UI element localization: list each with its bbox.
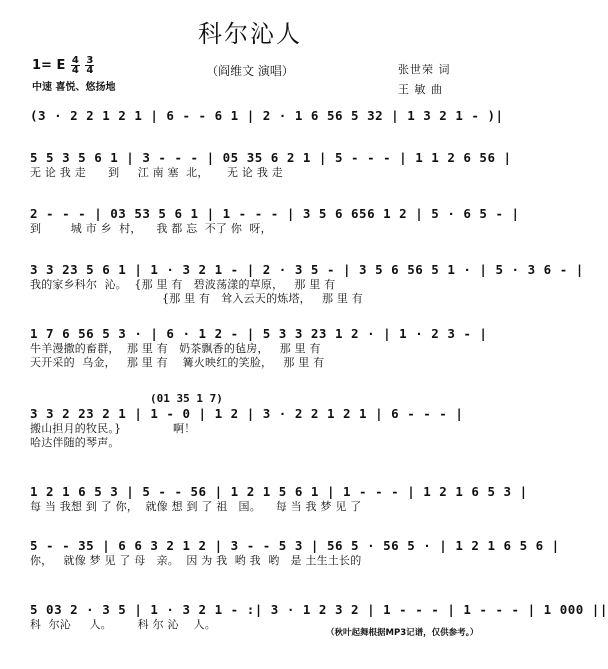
notation-line: 5 5 3 5 6 1 | 3 - - - | 05 35 6 2 1 | 5 - - - | 1 1 2 6 56 | [30, 150, 512, 165]
music-system-3 [30, 206, 520, 236]
time-signature-44: $\frac{4}{4}$ [71, 55, 79, 76]
notation-line: 1 7 6 56 5 3 · | 6 · 1 2 - | 5 3 3 23 1 2 · | 1 · 2 3 - | [30, 326, 488, 341]
singer-credit: （阎维文 演唱） [206, 64, 294, 78]
composer-credit: 王 敏 曲 [398, 83, 443, 96]
lyric-line: 无 论 我 走 到 江 南 塞 北， 无 论 我 走 [30, 166, 283, 179]
time-signature-34: $\frac{3}{4}$ [86, 55, 94, 76]
music-system-6 [30, 406, 470, 450]
tempo-marking: 中速 喜悦、悠扬地 [32, 82, 116, 93]
notation-line: 3 3 23 5 6 1 | 1 · 3 2 1 - | 2 · 3 5 - | 3 5 6 56 5 1 · | 5 · 3 6 - | [30, 262, 584, 277]
lyric-line: 你， 就像 梦 见 了 母 亲。 因 为 我 哟 我 哟 是 土生土长的 [30, 554, 362, 567]
notation-line: (3 · 2 2 1 2 1 | 6 - - 6 1 | 2 · 1 6 56 5 32 | 1 3 2 1 - )| [30, 108, 504, 123]
lyric-line-verse2: 哈达伴随的琴声。 [30, 436, 120, 449]
key-signature [32, 56, 94, 75]
lyric-line: 每 当 我想 到 了 你， 就像 想 到 了 祖 国。 每 当 我 梦 见 了 [30, 500, 362, 513]
notation-line: 1 2 1 6 5 3 | 5 - - 56 | 1 2 1 5 6 1 | 1 - - - | 1 2 1 6 5 3 | [30, 484, 528, 499]
notation-line: 5 - - 35 | 6 6 3 2 1 2 | 3 - - 5 3 | 56 5 · 56 5 · | 1 2 1 6 5 6 | [30, 538, 560, 553]
small-notes-annotation: (01 35 1 7) [150, 392, 223, 405]
transcription-note: （秋叶起舞根据MP3记谱，仅供参考。） [326, 628, 479, 638]
lyric-line-verse2: {那 里 有 耸入云天的炼塔， 那 里 有 [162, 292, 363, 305]
credits [398, 60, 451, 100]
music-system-2 [30, 150, 512, 180]
music-system-4 [30, 262, 584, 306]
lyric-line: 牛羊漫撒的畜群， 那 里 有 奶茶飘香的毡房， 那 里 有 [30, 342, 321, 355]
lyric-line: 搬山担月的牧民。} 啊！ [30, 422, 196, 435]
song-title: 科尔沁人 [198, 20, 302, 48]
lyric-line: 科 尔沁 人。 科 尔 沁 人。 [30, 618, 216, 631]
lyric-line: 到 城 市 乡 村， 我 都 忘 不了 你 呀， [30, 222, 272, 235]
music-system-7 [30, 484, 528, 514]
key-label: 1= E [32, 58, 66, 73]
lyric-line-verse2: 天开采的 乌金， 那 里 有 篝火映红的笑脸， 那 里 有 [30, 356, 325, 369]
music-system-1 [30, 108, 504, 124]
notation-line: 5 03 2 · 3 5 | 1 · 3 2 1 - :| 3 · 1 2 3 2 | 1 - - - | 1 - - - | 1 000 || [30, 602, 608, 617]
notation-line: 2 - - - | 03 53 5 6 1 | 1 - - - | 3 5 6 656 1 2 | 5 · 6 5 - | [30, 206, 520, 221]
lyric-line: 我的家乡科尔 沁。 {那 里 有 碧波荡漾的草原， 那 里 有 [30, 278, 336, 291]
music-system-8 [30, 538, 560, 568]
music-system-5 [30, 326, 488, 370]
notation-line: 3 3 2 23 2 1 | 1 - 0 | 1 2 | 3 · 2 2 1 2 1 | 6 - - - | [30, 406, 464, 421]
lyricist-credit: 张世荣 词 [398, 63, 451, 76]
